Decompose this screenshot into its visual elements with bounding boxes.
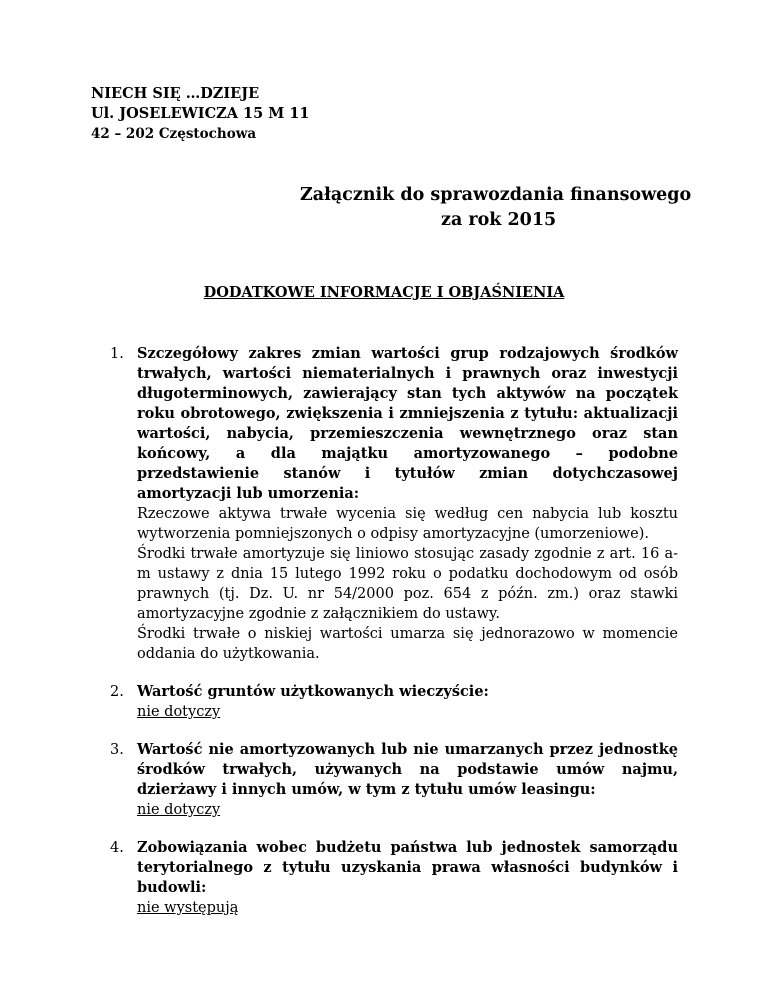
item-answer: nie dotyczy [137,802,221,818]
sender-name: NIECH SIĘ …DZIEJE [91,85,260,102]
item-answer: nie dotyczy [137,704,221,720]
list-item-4 [110,838,678,918]
title-line-1: Załącznik do sprawozdania finansowego [300,185,692,205]
sender-address [91,84,310,144]
item-answer: nie występują [137,900,239,916]
list-item-2 [110,682,678,722]
item-question: Zobowiązania wobec budżetu państwa lub jednostek samorządu terytorialnego z tytułu uzyskania prawa własności budynków i budowli: [137,839,678,896]
title-line-2: za rok 2015 [441,210,557,230]
item-paragraph: Środki trwałe amortyzuje się liniowo stosując zasady zgodnie z art. 16 a-m ustawy z dnia 15 lutego 1992 roku o podatku dochodowym od osób prawnych (tj. Dz. U. nr 54/2000 poz. 654 z późn. zm.) oraz stawki amortyzacyjne zgodnie z załącznikiem do ustawy. [137,546,678,622]
item-number: 2. [110,684,124,700]
item-number: 4. [110,840,124,856]
information-list [110,344,678,936]
section-heading: DODATKOWE INFORMACJE I OBJAŚNIENIA [203,284,565,301]
list-item-3 [110,740,678,820]
list-item-1 [110,344,678,664]
sender-street: Ul. JOSELEWICZA 15 M 11 [91,105,310,122]
item-number: 1. [110,346,124,362]
item-paragraph: Środki trwałe o niskiej wartości umarza się jednorazowo w momencie oddania do użytkowania. [137,626,678,662]
item-paragraph: Rzeczowe aktywa trwałe wycenia się według cen nabycia lub kosztu wytworzenia pomniejszonych o odpisy amortyzacyjne (umorzeniowe). [137,506,678,542]
item-number: 3. [110,742,124,758]
item-question: Wartość nie amortyzowanych lub nie umarzanych przez jednostkę środków trwałych, używanych na podstawie umów najmu, dzierżawy i innych umów, w tym z tytułu umów leasingu: [137,741,678,798]
sender-city: 42 – 202 Częstochowa [91,126,257,142]
document-title [300,183,692,233]
item-question: Wartość gruntów użytkowanych wieczyście: [137,683,489,700]
item-question: Szczegółowy zakres zmian wartości grup rodzajowych środków trwałych, wartości niematerialnych i prawnych oraz inwestycji długoterminowych, zawierający stan tych aktywów na początek roku obrotowego, zwiększenia i zmniejszenia z tytułu: aktualizacji wartości, nabycia, przemieszczenia wewnętrznego oraz stan końcowy, a dla majątku amortyzowanego – podobne przedstawienie stanów i tytułów zmian dotychczasowej amortyzacji lub umorzenia: [137,345,678,502]
